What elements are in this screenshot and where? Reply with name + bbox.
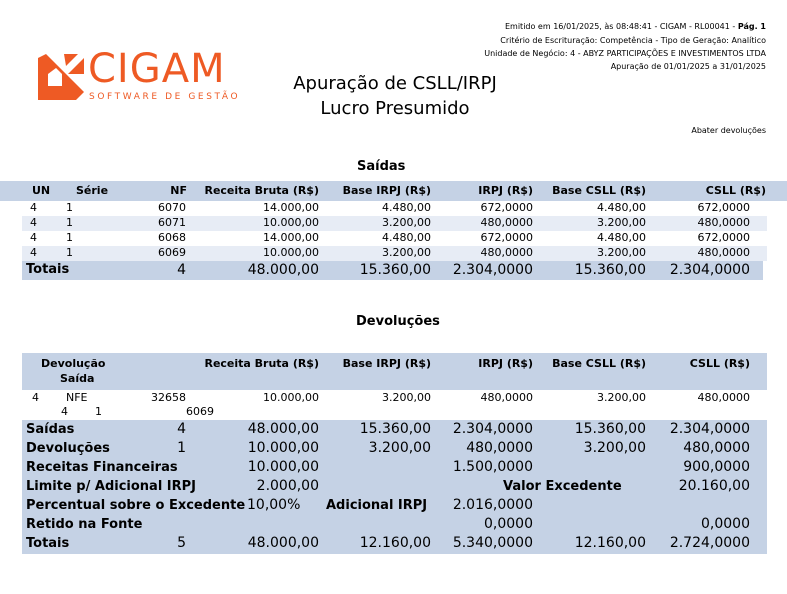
summary-irpj: 1.500,0000 (452, 459, 533, 475)
cell-irpj: 672,0000 (480, 201, 533, 214)
summary-label: Devoluções (26, 441, 110, 456)
cell-receita: 10.000,00 (263, 216, 319, 229)
cell-un: 4 (30, 201, 37, 214)
adicional-value: 2.016,0000 (452, 497, 533, 513)
summary-base-irpj: 3.200,00 (368, 440, 431, 456)
summary-csll: 480,0000 (683, 440, 750, 456)
col-csll: CSLL (R$) (689, 357, 750, 370)
cell-nf: 6068 (158, 231, 186, 244)
cell-base-irpj: 4.480,00 (382, 201, 431, 214)
totals-label: Totais (26, 262, 70, 277)
col-irpj: IRPJ (R$) (478, 184, 533, 197)
cigam-logo-icon (38, 54, 84, 100)
cell-tipo: NFE (66, 391, 88, 404)
col-base-irpj: Base IRPJ (R$) (342, 184, 431, 197)
summary-csll: 2.304,0000 (669, 421, 750, 437)
report-emission-line (505, 22, 766, 31)
emission-text: Emitido em 16/01/2025, às 08:48:41 - CIGAM - RL00041 - (504, 22, 738, 31)
logo-name: CIGAM (88, 46, 226, 92)
col-devolucao: Devolução (41, 357, 106, 370)
col-irpj: IRPJ (R$) (478, 357, 533, 370)
cell-csll: 480,0000 (697, 216, 750, 229)
cell-base-irpj: 3.200,00 (382, 216, 431, 229)
cell-un: 4 (30, 216, 37, 229)
cell-receita: 10.000,00 (263, 391, 319, 404)
cigam-logo (38, 54, 84, 104)
cell-base-csll: 3.200,00 (597, 391, 646, 404)
cell-irpj: 480,0000 (480, 246, 533, 259)
cell-csll: 672,0000 (697, 231, 750, 244)
cell-irpj: 480,0000 (480, 391, 533, 404)
summary-label: Totais (26, 536, 70, 551)
cell-base-irpj: 3.200,00 (382, 391, 431, 404)
cell-csll: 672,0000 (697, 201, 750, 214)
cell-nf: 6071 (158, 216, 186, 229)
cell-nf: 32658 (151, 391, 186, 404)
cell-base-irpj: 3.200,00 (382, 246, 431, 259)
summary-irpj: 480,0000 (466, 440, 533, 456)
cell-receita: 10.000,00 (263, 246, 319, 259)
summary-label: Retido na Fonte (26, 517, 143, 532)
cell-receita: 14.000,00 (263, 231, 319, 244)
totals-base-csll: 15.360,00 (574, 262, 646, 278)
cell-base-csll: 4.480,00 (597, 231, 646, 244)
col-un: UN (32, 184, 51, 197)
summary-irpj: 5.340,0000 (452, 535, 533, 551)
cell-base-csll: 4.480,00 (597, 201, 646, 214)
summary-base-csll: 3.200,00 (583, 440, 646, 456)
summary-csll: 900,0000 (683, 459, 750, 475)
logo-tagline: SOFTWARE DE GESTÃO (89, 92, 241, 102)
col-serie: Série (76, 184, 109, 197)
cell-nf: 6069 (158, 246, 186, 259)
cell-serie: 1 (66, 246, 73, 259)
cell-un: 4 (30, 246, 37, 259)
summary-count: 4 (177, 421, 186, 437)
cell-nf: 6069 (186, 405, 214, 418)
cell-csll: 480,0000 (697, 391, 750, 404)
cell-base-csll: 3.200,00 (597, 246, 646, 259)
saidas-heading: Saídas (357, 159, 406, 174)
cell-csll: 480,0000 (697, 246, 750, 259)
summary-limite-value: 2.000,00 (256, 478, 319, 494)
cell-irpj: 480,0000 (480, 216, 533, 229)
summary-csll: 0,0000 (701, 516, 750, 532)
summary-label: Saídas (26, 422, 75, 437)
business-unit-line: Unidade de Negócio: 4 - ABYZ PARTICIPAÇÕES E INVESTIMENTOS LTDA (484, 49, 766, 58)
cell-irpj: 672,0000 (480, 231, 533, 244)
cell-un: 4 (61, 405, 68, 418)
option-note: Abater devoluções (691, 126, 766, 135)
cell-serie: 1 (95, 405, 102, 418)
totals-base-irpj: 15.360,00 (359, 262, 431, 278)
excedente-value: 20.160,00 (678, 478, 750, 494)
summary-receita: 10.000,00 (247, 440, 319, 456)
cell-serie: 1 (66, 201, 73, 214)
period-line: Apuração de 01/01/2025 a 31/01/2025 (610, 62, 766, 71)
summary-base-irpj: 15.360,00 (359, 421, 431, 437)
summary-base-irpj: 12.160,00 (359, 535, 431, 551)
col-saida: Saída (60, 372, 95, 385)
summary-receita: 10.000,00 (247, 459, 319, 475)
summary-csll: 2.724,0000 (669, 535, 750, 551)
devolucoes-heading: Devoluções (356, 314, 440, 329)
cell-base-csll: 3.200,00 (597, 216, 646, 229)
col-nf: NF (170, 184, 187, 197)
report-title: Apuração de CSLL/IRPJ (293, 73, 497, 94)
cell-un: 4 (30, 231, 37, 244)
totals-count: 4 (177, 262, 186, 278)
adicional-label: Adicional IRPJ (326, 498, 428, 513)
cell-serie: 1 (66, 231, 73, 244)
col-receita: Receita Bruta (R$) (204, 357, 319, 370)
summary-count: 1 (177, 440, 186, 456)
report-subtitle: Lucro Presumido (320, 98, 470, 119)
totals-irpj: 2.304,0000 (452, 262, 533, 278)
summary-label: Percentual sobre o Excedente (26, 498, 246, 513)
summary-base-csll: 15.360,00 (574, 421, 646, 437)
cell-base-irpj: 4.480,00 (382, 231, 431, 244)
summary-label: Limite p/ Adicional IRPJ (26, 479, 197, 494)
totals-receita: 48.000,00 (247, 262, 319, 278)
cell-un: 4 (32, 391, 39, 404)
col-base-csll: Base CSLL (R$) (552, 357, 646, 370)
page-number: Pág. 1 (737, 22, 766, 31)
percentual-value: 10,00% (247, 497, 301, 513)
col-base-csll: Base CSLL (R$) (552, 184, 646, 197)
summary-receita: 48.000,00 (247, 535, 319, 551)
col-csll: CSLL (R$) (705, 184, 766, 197)
summary-irpj: 2.304,0000 (452, 421, 533, 437)
cell-nf: 6070 (158, 201, 186, 214)
summary-irpj: 0,0000 (484, 516, 533, 532)
cell-serie: 1 (66, 216, 73, 229)
totals-csll: 2.304,0000 (669, 262, 750, 278)
col-base-irpj: Base IRPJ (R$) (342, 357, 431, 370)
summary-base-csll: 12.160,00 (574, 535, 646, 551)
cell-receita: 14.000,00 (263, 201, 319, 214)
excedente-label: Valor Excedente (503, 479, 622, 494)
criteria-line: Critério de Escrituração: Competência - Tipo de Geração: Analítico (500, 36, 766, 45)
summary-receita: 48.000,00 (247, 421, 319, 437)
summary-count: 5 (177, 535, 186, 551)
summary-label: Receitas Financeiras (26, 460, 178, 475)
col-receita: Receita Bruta (R$) (204, 184, 319, 197)
